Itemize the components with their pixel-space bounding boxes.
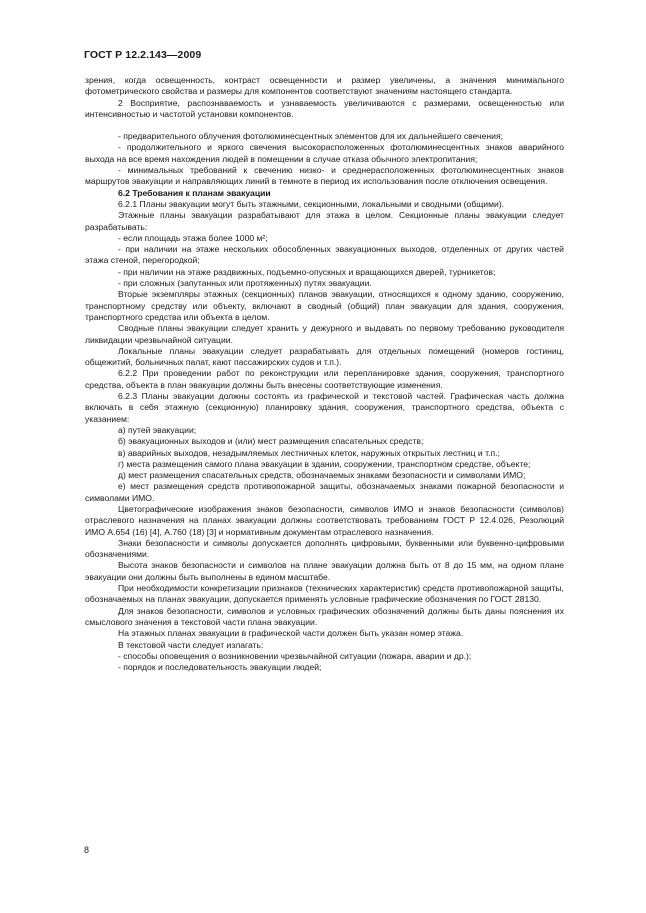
list-item: а) путей эвакуации;	[118, 424, 197, 435]
paragraph: В текстовой части следует излагать:	[118, 639, 264, 650]
list-item: г) места размещения самого плана эвакуации в здании, сооружении, транспортном средстве, объекте;	[118, 458, 531, 469]
document-header: ГОСТ Р 12.2.143—2009	[84, 49, 202, 61]
paragraph: 2 Восприятие, распознаваемость и узнаваемость увеличиваются с размерами, освещенностью или интенсивностью и частотой установки компонентов.	[85, 97, 564, 119]
paragraph: 6.2.2 При проведении работ по реконструкции или перепланировке здания, сооружения, транспортного средства, объекта в план эвакуации должны быть внесены соответствующие изменения.	[85, 368, 564, 390]
paragraph: 6.2.1 Планы эвакуации могут быть этажными, секционными, локальными и сводными (общими).	[118, 198, 505, 209]
list-item: - при наличии на этаже раздвижных, подъемно-опускных и вращающихся дверей, турникетов;	[118, 266, 496, 277]
page-number: 8	[84, 845, 90, 855]
list-item: - при сложных (запутанных или протяженных) путях эвакуации.	[118, 278, 372, 289]
list-item: е) мест размещения средств противопожарной защиты, обозначаемых знаками пожарной безопасности и символами ИМО.	[85, 481, 564, 503]
paragraph: зрения, когда освещенность, контраст освещенности и размер увеличены, а значения минимального фотометрического свойства и размеры для компонентов соответствуют значениям настоящего стандарта.	[85, 75, 564, 97]
paragraph: Сводные планы эвакуации следует хранить у дежурного и выдавать по первому требованию руководителя ликвидации чрезвычайной ситуации.	[85, 323, 564, 345]
list-item: - при наличии на этаже нескольких обособленных эвакуационных выходов, отделенных от других частей этажа стеной, перегородкой;	[85, 244, 564, 266]
list-item: - порядок и последовательность эвакуации людей;	[118, 662, 322, 673]
list-item: д) мест размещения спасательных средств, обозначаемых знаками безопасности и символами ИМО;	[118, 470, 526, 481]
paragraph: При необходимости конкретизации признаков (технических характеристик) средств противопожарной защиты, обозначаемых на планах эвакуации, допускается применять условные графические обозначения по ГОСТ 28130.	[85, 583, 564, 605]
document-body	[85, 75, 564, 673]
list-item: в) аварийных выходов, незадымляемых лестничных клеток, наружных открытых лестниц и т.п.;	[118, 447, 500, 458]
paragraph: На этажных планах эвакуации в графической части должен быть указан номер этажа.	[118, 628, 464, 639]
paragraph: Знаки безопасности и символы допускается дополнять цифровыми, буквенными или буквенно-цифровыми обозначениями.	[85, 537, 564, 560]
paragraph: Локальные планы эвакуации следует разрабатывать для отдельных помещений (номеров гостиниц, общежитий, больничных палат, кают пассажирских судов и т.п.).	[85, 345, 564, 368]
paragraph: Высота знаков безопасности и символов на плане эвакуации должна быть от 8 до 15 мм, на одном плане эвакуации они должны быть выполнены в едином масштабе.	[85, 560, 564, 582]
paragraph: Этажные планы эвакуации разрабатывают для этажа в целом. Секционные планы эвакуации следует разрабатывать:	[85, 210, 564, 232]
list-item: б) эвакуационных выходов и (или) мест размещения спасательных средств;	[118, 436, 424, 447]
list-item: - продолжительного и яркого свечения высокорасположенных фотолюминесцентных знаков аварийного выхода на все время нахождения людей в помещении в случае отказа обычного электропитания;	[85, 142, 564, 164]
paragraph: Цветографические изображения знаков безопасности, символов ИМО и знаков безопасности (символов) отраслевого назначения на планах эвакуации должны соответствовать требованиям ГОСТ Р 12.4.026, Резолюций ИМО А.654 (16) [4], А.760 (18) [3] и нормативным документам отраслевого назначения.	[85, 503, 564, 537]
section-heading: 6.2 Требования к планам эвакуации	[118, 187, 271, 198]
paragraph: Для знаков безопасности, символов и условных графических обозначений должны быть даны пояснения их смыслового значения в текстовой части плана эвакуации.	[85, 605, 564, 627]
list-item: - если площадь этажа более 1000 м²;	[118, 232, 268, 243]
list-item: - способы оповещения о возникновении чрезвычайной ситуации (пожара, аварии и др.);	[118, 650, 472, 661]
list-item: - минимальных требований к свечению низко- и среднерасположенных фотолюминесцентных знаков маршрутов эвакуации и направляющих линий в темноте в период их использования после отключения освещения.	[85, 165, 564, 187]
paragraph: Вторые экземпляры этажных (секционных) планов эвакуации, относящихся к одному зданию, сооружению, транспортному средству или объекту, включают в сводный (общий) план эвакуации для здания, сооружения, транспортного средства или объекта в целом.	[85, 289, 564, 322]
paragraph: 6.2.3 Планы эвакуации должны состоять из графической и текстовой частей. Графическая часть должна включать в себя этажную (секционную) планировку здания, сооружения, транспортного средства, объекта с указанием:	[85, 391, 564, 424]
list-item: - предварительного облучения фотолюминесцентных элементов для их дальнейшего свечения;	[118, 131, 503, 142]
